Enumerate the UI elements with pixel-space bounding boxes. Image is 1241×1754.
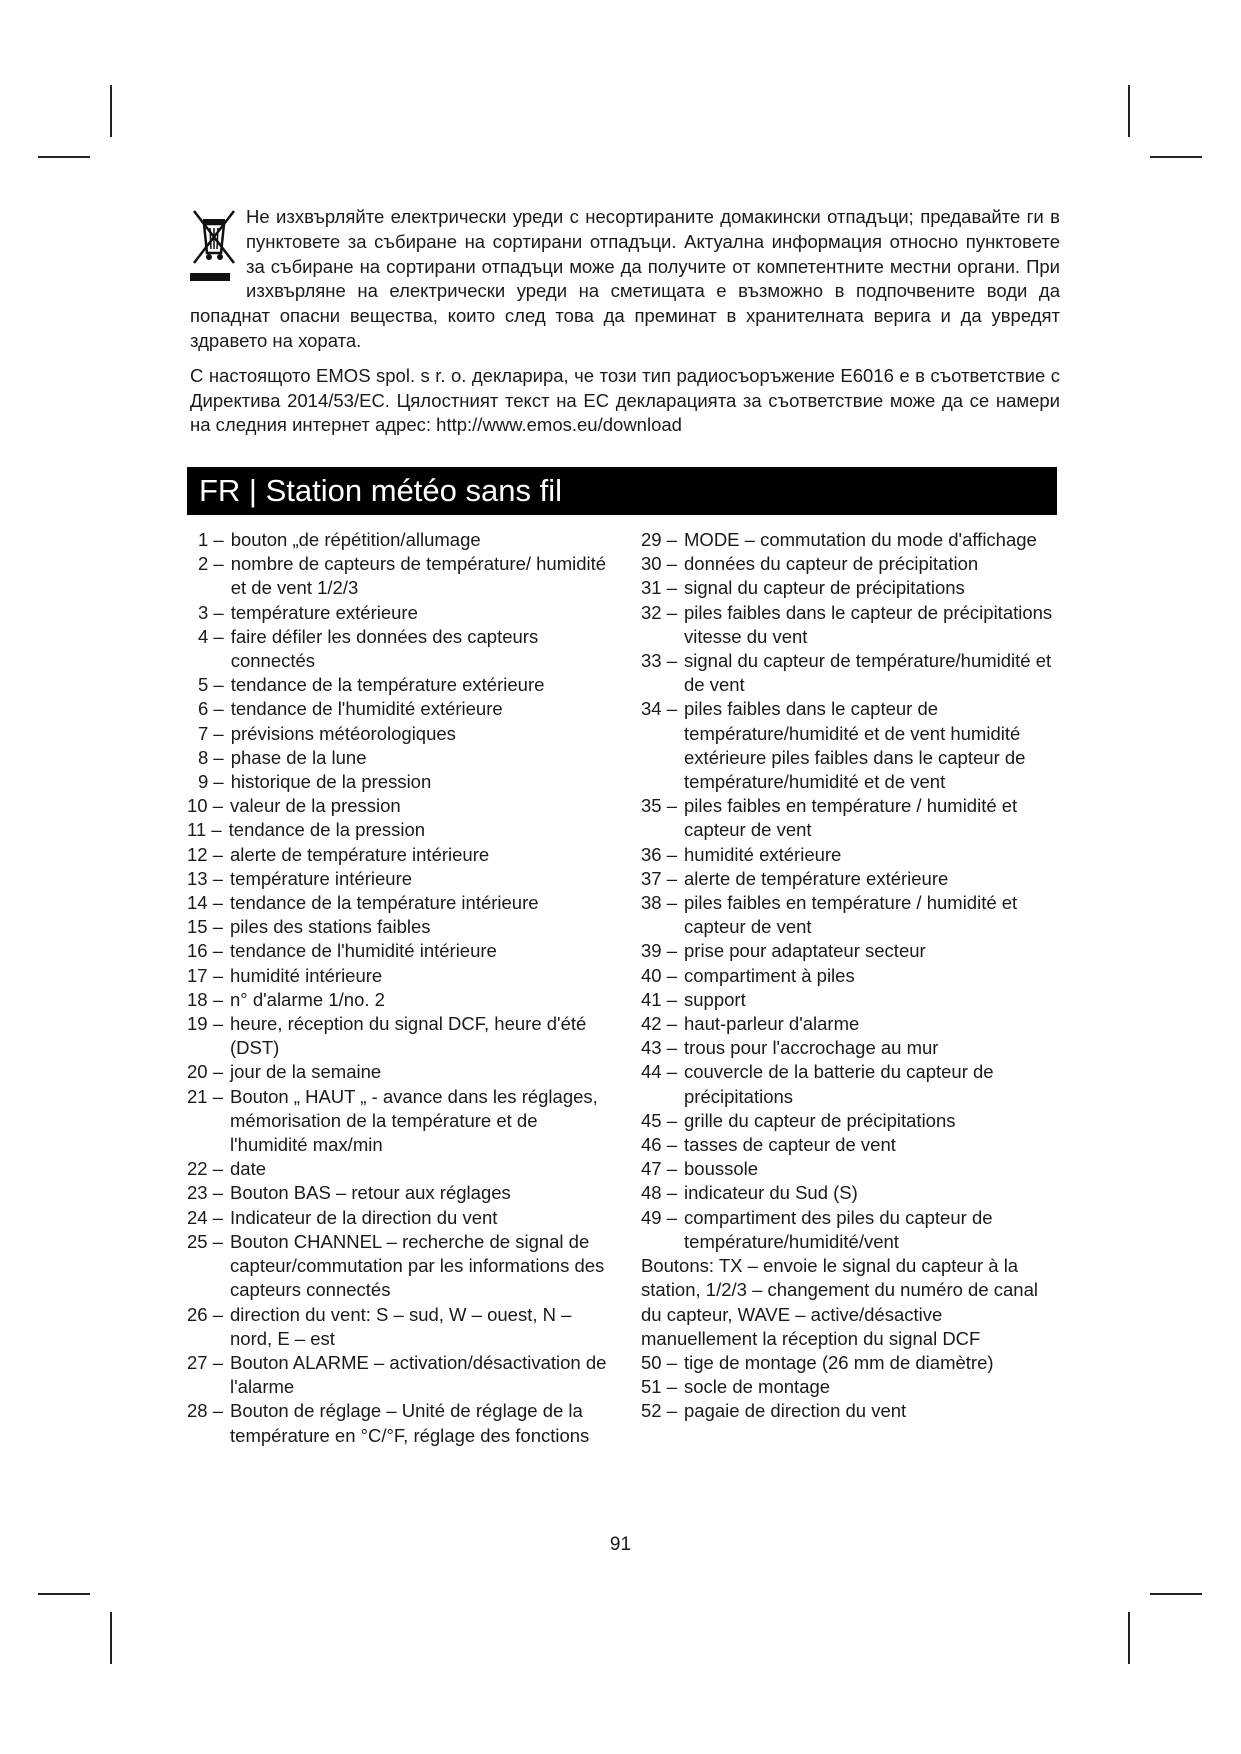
list-item	[187, 988, 607, 1012]
list-item	[641, 528, 1061, 552]
item-text: tendance de la température intérieure	[230, 892, 539, 914]
crop-mark	[1150, 1593, 1202, 1595]
declaration-paragraph: С настоящото EMOS spol. s r. o. декларира, че този тип радиосъоръжение E6016 е в съответствие с Директива 2014/53/EC. Цялостният текст на ЕС декларацията за съответствие може да се намери на следния интернет адрес: http://www.emos.eu/download	[190, 364, 1060, 436]
list-item	[187, 1085, 607, 1158]
list-item	[641, 964, 1061, 988]
item-text: nombre de capteurs de température/ humidité et de vent 1/2/3	[230, 553, 607, 599]
item-number: 40 –	[641, 964, 678, 986]
item-text: couvercle de la batterie du capteur de précipitations	[684, 1061, 994, 1107]
item-number: 51 –	[641, 1376, 678, 1398]
item-number: 31 –	[641, 577, 678, 599]
item-number: 2 –	[198, 553, 224, 575]
item-text: prise pour adaptateur secteur	[684, 940, 926, 962]
list-item	[187, 867, 607, 891]
list-item	[641, 1060, 1061, 1108]
item-number: 27 –	[187, 1351, 224, 1373]
crop-mark	[38, 156, 90, 158]
item-number: 42 –	[641, 1013, 678, 1035]
item-text: signal du capteur de précipitations	[684, 577, 965, 599]
list-item	[187, 746, 607, 770]
item-text: alerte de température intérieure	[230, 843, 490, 865]
item-number: 50 –	[641, 1351, 678, 1373]
item-number: 7 –	[198, 722, 224, 744]
list-item	[187, 891, 607, 915]
item-number: 45 –	[641, 1109, 678, 1131]
item-text: compartiment des piles du capteur de température/humidité/vent	[684, 1206, 993, 1252]
list-item	[187, 673, 607, 697]
item-number: 43 –	[641, 1037, 678, 1059]
item-number: 19 –	[187, 1013, 224, 1035]
item-text: piles faibles dans le capteur de précipitations vitesse du vent	[684, 601, 1053, 647]
list-item	[641, 1181, 1061, 1205]
list-item	[187, 770, 607, 794]
list-item	[187, 1060, 607, 1084]
list-item	[187, 915, 607, 939]
item-text: MODE – commutation du mode d'affichage	[684, 529, 1037, 550]
item-number: 4 –	[198, 625, 224, 647]
list-item	[641, 576, 1061, 600]
section-title: FR | Station météo sans fil	[187, 467, 1057, 515]
list-item	[641, 601, 1061, 649]
item-text: humidité extérieure	[684, 843, 842, 865]
item-number: 21 –	[187, 1085, 224, 1107]
item-number: 48 –	[641, 1182, 678, 1204]
parts-list-left	[187, 528, 607, 1448]
item-text: heure, réception du signal DCF, heure d'été (DST)	[230, 1013, 587, 1059]
item-text: compartiment à piles	[684, 964, 855, 986]
item-number: 44 –	[641, 1061, 678, 1083]
list-item	[187, 964, 607, 988]
item-text: tendance de l'humidité intérieure	[230, 940, 497, 962]
item-number: 46 –	[641, 1134, 678, 1156]
list-item	[641, 867, 1061, 891]
item-number: 39 –	[641, 940, 678, 962]
list-item	[187, 818, 607, 842]
list-item	[187, 528, 607, 552]
item-number: 14 –	[187, 892, 224, 914]
item-number: 47 –	[641, 1158, 678, 1180]
list-item	[187, 939, 607, 963]
crop-mark	[38, 1593, 90, 1595]
item-number: 3 –	[198, 601, 224, 623]
item-number: 10 –	[187, 795, 224, 817]
item-number: 17 –	[187, 964, 224, 986]
item-number: 12 –	[187, 843, 224, 865]
crossed-out-wheelie-bin-icon	[190, 207, 238, 281]
list-item	[187, 1012, 607, 1060]
list-item	[187, 1351, 607, 1399]
crop-mark	[1150, 156, 1202, 158]
list-item	[641, 1375, 1061, 1399]
item-number: 5 –	[198, 674, 224, 696]
list-item	[187, 1157, 607, 1181]
list-item	[641, 697, 1061, 794]
item-text: indicateur du Sud (S)	[684, 1182, 858, 1204]
item-number: 23 –	[187, 1182, 224, 1204]
parts-list-right	[641, 528, 1061, 1424]
disposal-paragraph: Не изхвърляйте електрически уреди с несортираните домакински отпадъци; предавайте ги в пунктовете за събиране на сортирани отпадъци. Актуална информация относно пунктовете за събиране на сортирани отпадъци може да получите от компетентните местни органи. При изхвърляне на електрически уреди на сметищата е възможно в подпочвените води да попаднат опасни вещества, които след това да преминат в хранителната верига и да увредят здравето на хората.	[190, 206, 1060, 351]
list-item	[641, 1036, 1061, 1060]
list-item	[641, 1399, 1061, 1423]
item-number: 28 –	[187, 1400, 224, 1422]
page-number: 91	[609, 1534, 632, 1555]
list-item	[187, 1206, 607, 1230]
list-item	[187, 697, 607, 721]
item-number: 25 –	[187, 1230, 224, 1252]
item-text: historique de la pression	[230, 771, 432, 793]
item-text: piles faibles dans le capteur de température/humidité et de vent humidité extérieure piles faibles dans le capteur de température/humidité et de vent	[684, 698, 1026, 793]
item-number: 29 –	[641, 529, 678, 550]
item-text: grille du capteur de précipitations	[684, 1109, 956, 1131]
item-number: 37 –	[641, 867, 678, 889]
item-number: 49 –	[641, 1206, 678, 1228]
crop-mark	[110, 1612, 112, 1664]
item-text: Indicateur de la direction du vent	[230, 1206, 498, 1228]
item-text: haut-parleur d'alarme	[684, 1013, 860, 1035]
item-text: trous pour l'accrochage au mur	[684, 1037, 939, 1059]
list-item	[187, 1181, 607, 1205]
item-text: faire défiler les données des capteurs connectés	[230, 625, 539, 672]
list-item	[187, 625, 607, 673]
item-number: 30 –	[641, 553, 678, 575]
item-text: température intérieure	[230, 867, 413, 889]
list-item	[187, 722, 607, 746]
item-text: n° d'alarme 1/no. 2	[230, 988, 385, 1010]
item-text: socle de montage	[684, 1376, 831, 1398]
item-text: signal du capteur de température/humidité et de vent	[684, 650, 1052, 696]
list-item	[641, 1351, 1061, 1375]
item-number: 11 –	[187, 819, 222, 841]
item-text: tendance de la température extérieure	[230, 674, 545, 696]
item-number: 16 –	[187, 940, 224, 962]
item-text: support	[684, 988, 746, 1010]
item-text: date	[230, 1158, 267, 1180]
item-number: 34 –	[641, 698, 678, 720]
item-number: 1 –	[198, 529, 224, 550]
item-text: alerte de température extérieure	[684, 867, 949, 889]
item-text: tendance de la pression	[228, 819, 426, 841]
crop-mark	[110, 85, 112, 137]
item-text: prévisions météorologiques	[230, 722, 456, 744]
item-text: tige de montage (26 mm de diamètre)	[684, 1351, 994, 1373]
item-text: tendance de l'humidité extérieure	[230, 698, 503, 720]
item-text: Bouton ALARME – activation/désactivation de l'alarme	[230, 1351, 607, 1398]
item-text: piles faibles en température / humidité et capteur de vent	[684, 795, 1018, 841]
item-text: pagaie de direction du vent	[684, 1400, 907, 1422]
item-text: bouton „de répétition/allumage	[230, 529, 481, 550]
item-text: Bouton BAS – retour aux réglages	[230, 1182, 511, 1204]
item-number: 36 –	[641, 843, 678, 865]
item-text: direction du vent: S – sud, W – ouest, N – nord, E – est	[230, 1303, 572, 1349]
list-item	[641, 891, 1061, 939]
list-item	[641, 1157, 1061, 1181]
item-number: 8 –	[198, 746, 224, 768]
list-item	[187, 843, 607, 867]
list-item	[187, 552, 607, 600]
item-text: données du capteur de précipitation	[684, 553, 979, 575]
item-text: Bouton „ HAUT „ - avance dans les réglages, mémorisation de la température et de l'humidité max/min	[230, 1085, 598, 1156]
list-item	[187, 601, 607, 625]
item-number: 32 –	[641, 601, 678, 623]
item-text: piles des stations faibles	[230, 916, 431, 938]
item-number: 13 –	[187, 867, 224, 889]
item-text: valeur de la pression	[230, 795, 401, 817]
item-number: 38 –	[641, 892, 678, 914]
item-text: tasses de capteur de vent	[684, 1134, 896, 1156]
item-number: 26 –	[187, 1303, 224, 1325]
list-item	[641, 1133, 1061, 1157]
item-number: 18 –	[187, 988, 224, 1010]
list-item	[187, 1230, 607, 1303]
list-item	[187, 794, 607, 818]
list-item	[641, 1206, 1061, 1254]
list-item	[641, 1012, 1061, 1036]
item-number: 6 –	[198, 698, 224, 720]
item-number: 22 –	[187, 1158, 224, 1180]
item-text: piles faibles en température / humidité et capteur de vent	[684, 892, 1018, 938]
item-text: boussole	[684, 1158, 759, 1180]
crop-mark	[1128, 1612, 1130, 1664]
item-number: 9 –	[198, 771, 224, 793]
list-item	[641, 843, 1061, 867]
list-item	[641, 794, 1061, 842]
list-item	[641, 939, 1061, 963]
item-text: Bouton CHANNEL – recherche de signal de capteur/commutation par les informations des capteurs connectés	[230, 1230, 605, 1301]
crop-mark	[1128, 85, 1130, 137]
item-text: Bouton de réglage – Unité de réglage de la température en °C/°F, réglage des fonctions	[230, 1400, 590, 1446]
item-number: 15 –	[187, 916, 224, 938]
list-item	[641, 552, 1061, 576]
list-item	[187, 1399, 607, 1447]
item-number: 20 –	[187, 1061, 224, 1083]
list-item	[641, 1109, 1061, 1133]
item-text: phase de la lune	[230, 746, 367, 768]
disposal-notice	[190, 205, 1060, 438]
item-number: 41 –	[641, 988, 678, 1010]
item-number: 52 –	[641, 1400, 678, 1422]
item-number: 24 –	[187, 1206, 224, 1228]
item-number: 35 –	[641, 795, 678, 817]
list-item	[187, 1303, 607, 1351]
list-item	[641, 649, 1061, 697]
list-item	[641, 988, 1061, 1012]
item-text: jour de la semaine	[230, 1061, 382, 1083]
item-text: température extérieure	[230, 601, 418, 623]
item-number: 33 –	[641, 650, 678, 672]
item-text: humidité intérieure	[230, 964, 383, 986]
buttons-note: Boutons: TX – envoie le signal du capteur à la station, 1/2/3 – changement du numéro de canal du capteur, WAVE – active/désactive manuellement la réception du signal DCF	[641, 1255, 1038, 1349]
